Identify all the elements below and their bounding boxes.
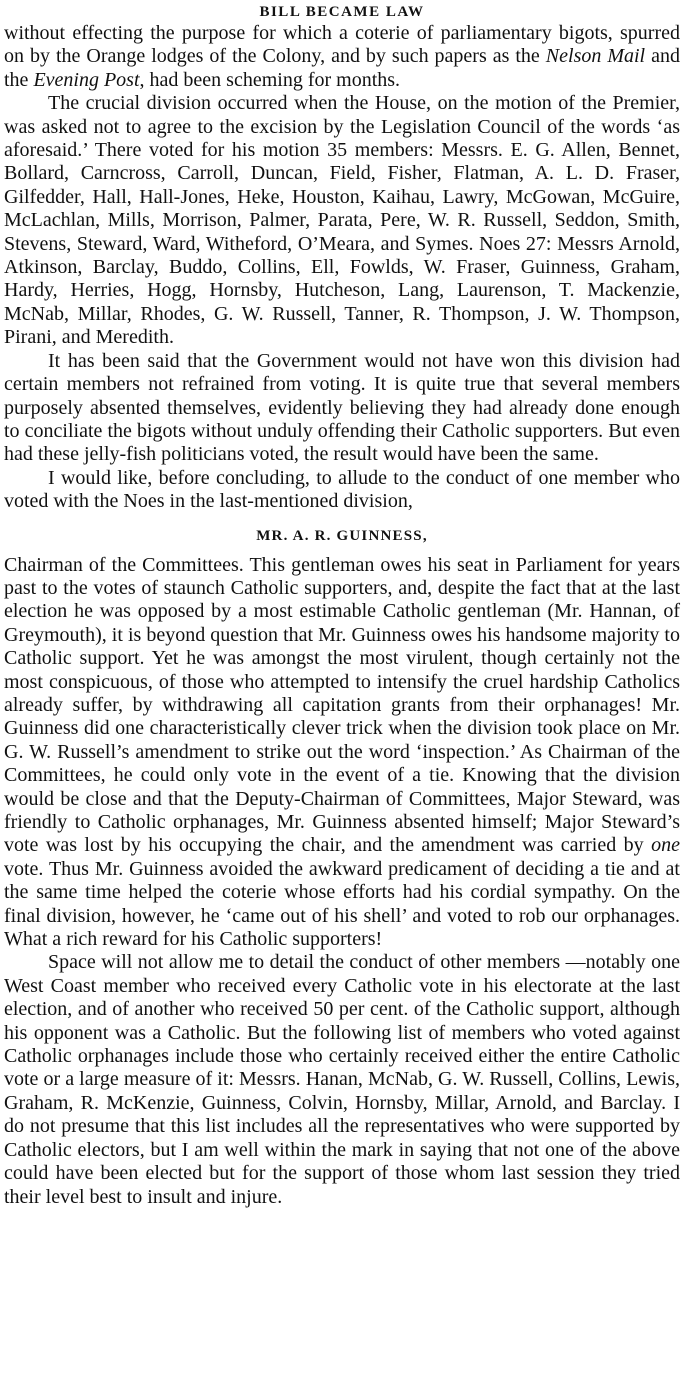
paragraph-guinness-text-a: Chairman of the Committees. This gentleman owes his seat in Parliament for years past to the votes of staunch Catholic supporters, and, despite the fact that at the last election he was opposed by a most estimable Catholic gentleman (Mr. Hannan, of Greymouth), it is beyond question that Mr. Guinness owes his handsome majority to Catholic support. Yet he was amongst the most virulent, though certainly not the most conspicuous, of those who attempted to intensify the cruel hardship Catholics already suffer, by withdrawing all capitation grants from their orphanages! Mr. Guinness did one characteristically clever trick when the division took place on Mr. G. W. Russell’s amendment to strike out the word ‘inspection.’ As Chairman of the Committees, he could only vote in the event of a tie. Knowing that the division would be close and that the Deputy-Chairman of Committees, Major Steward, was friendly to Catholic orphanages, Mr. Guinness absented himself; Major Steward’s vote was lost by his occupying the chair, and the amendment was carried by (4, 553, 680, 857)
emphasis-one: one (651, 834, 680, 857)
section-heading: BILL BECAME LAW (259, 4, 425, 20)
newspaper-name-evening-post: Evening Post (33, 68, 140, 91)
newspaper-column (4, 2, 680, 1209)
paragraph-other-members: Space will not allow me to detail the conduct of other members —notably one West Coast member who received every Catholic vote in his electorate at the last election, and of another who received 50 per cent. of the Catholic support, although his opponent was a Catholic. But the following list of members who voted against Catholic orphanages include those who certainly received either the entire Catholic vote or a large measure of it: Messrs. Hanan, McNab, G. W. Russell, Collins, Lewis, Graham, R. McKenzie, Guinness, Colvin, Hornsby, Millar, Arnold, and Barclay. I do not presume that this list includes all the representatives who were supported by Catholic electors, but I am well within the mark in saying that not one of the above could have been elected but for the support of those whom last session they tried their level best to insult and injure. (4, 951, 680, 1208)
paragraph-conduct-intro: I would like, before concluding, to allude to the conduct of one member who voted with the Noes in the last-mentioned division, (4, 466, 680, 513)
paragraph-opening-text-c: , had been scheming for months. (139, 68, 401, 91)
paragraph-government-win: It has been said that the Government would not have won this division had certain members not refrained from voting. It is quite true that several members purposely absented themselves, evidently believing they had already done enough to conciliate the bigots without unduly offending their Catholic supporters. But even had these jelly-fish politicians voted, the result would have been the same. (4, 349, 680, 466)
paragraph-division-votes: The crucial division occurred when the House, on the motion of the Premier, was asked not to agree to the excision by the Legislation Council of the words ‘as aforesaid.’ There voted for his motion 35 members: Messrs. E. G. Allen, Bennet, Bollard, Carncross, Carroll, Duncan, Field, Fisher, Flatman, A. L. D. Fraser, Gilfedder, Hall, Hall-Jones, Heke, Houston, Kaihau, Lawry, McGowan, McGuire, McLachlan, Mills, Morrison, Palmer, Parata, Pere, W. R. Russell, Seddon, Smith, Stevens, Steward, Ward, Witheford, O’Meara, and Symes. Noes 27: Messrs Arnold, Atkinson, Barclay, Buddo, Collins, Ell, Fowlds, W. Fraser, Guinness, Graham, Hardy, Herries, Hogg, Hornsby, Hutcheson, Lang, Laurenson, T. Mackenzie, McNab, Millar, Rhodes, G. W. Russell, Tanner, R. Thompson, J. W. Thompson, Pirani, and Meredith. (4, 92, 680, 349)
subheading-guinness: MR. A. R. GUINNESS, (256, 527, 428, 544)
paragraph-opening (4, 22, 680, 92)
newspaper-name-nelson-mail: Nelson Mail (545, 45, 646, 68)
paragraph-guinness-text-b: vote. Thus Mr. Guinness avoided the awkward predicament of deciding a tie and at the same time helped the coterie whose efforts had his cordial sympathy. On the final division, however, he ‘came out of his shell’ and voted to rob our orphanages. What a rich reward for his Catholic supporters! (4, 857, 680, 951)
paragraph-guinness (4, 554, 680, 952)
paragraph-opening-text-a: without effecting the purpose for which a coterie of parliamentary bigots, spurred on by the Orange lodges of the Colony, and by such papers as the (4, 22, 680, 68)
paragraph-opening-text-b: and the (4, 45, 680, 91)
